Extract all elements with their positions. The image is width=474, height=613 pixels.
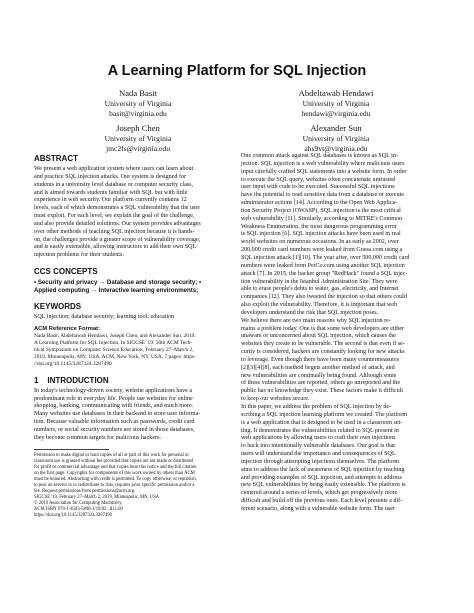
body-paragraph: We believe there are two main reasons why SQL injection re- mains a problem today. One is that some web developers are either unaware or unconcerned about SQL injection, which causes the websites they create to be vulnerable. The second is that even if se- curity is considered, hackers are constantly looking for new attacks to leverage. Even though there have been many countermeasures [2][3][4][8], each method begets another method of attack, and new vulnerabilities are continually being found. Although some of these vulnerabilities are reported, others go unreported and the public has no knowledge they exist. These factors make it difficult to keep our websites secure. bbox=[241, 317, 405, 403]
author-affiliation: University of Virginia bbox=[302, 99, 370, 108]
body-paragraph: One common attack against SQL databases is known as SQL in- jection. SQL injection is a web vulnerability where malicious users input carefully crafted SQL statements into a website form. In order to execute the SQL query, websites often concatenate untrusted user input with code to be executed. Successful SQL injections have the potential to read sensitive data from a database or execute administrator actions [14]. According to the Open Web Applica- tion Security Project (OWASP), SQL injection is the most critical web vulnerability [11]. Similarly, according to MITRE's Common Weakness Enumeration, the most dangerous programming error is SQL injection [6]. SQL injection attacks have been used in real world websites on numerous occasions. In as early as 2002, over 200,000 credit card numbers were leaked from Guess.com using a SQL injection attack [1][10]. The year after, over 500,000 credit card numbers were leaked from PetCo.com using another SQL injection attack [7]. In 2015, the hacker group "RedHack" found a SQL injec- tion vulnerability in the Istanbul Administration Site. They were able to erase people's debts to water, gas, electricity, and Internet companies [12]. They also tweeted the injection so that others could also exploit the vulnerability. Therefore, it is important that web developers understand the risk that SQL injection poses. bbox=[241, 153, 410, 316]
keywords-text: SQL injection; database security; learning tool; education bbox=[34, 313, 175, 320]
acm-reference-text: Nada Basit, Abdeltawab Hendawi, Joseph Chen, and Alexander Sun. 2019. A Learning Platform for SQL Injection. In SIGCSE '19: 50th ACM Tech- nical Symposium on Computer Science Education, February 27–March 2, 2019, Minneapolis, MN, USA. ACM, New York, NY, USA, 7 pages. https: //doi.org/10.1145/3287324.3287490 bbox=[34, 333, 196, 367]
author-affiliation: University of Virginia bbox=[104, 99, 172, 108]
author-block bbox=[38, 123, 238, 154]
author-affiliation: University of Virginia bbox=[302, 134, 370, 143]
author-name: Joseph Chen bbox=[116, 123, 160, 133]
paper-title: A Learning Platform for SQL Injection bbox=[107, 63, 367, 79]
acm-reference-heading: ACM Reference Format: bbox=[34, 325, 101, 332]
author-email: jmc2fs@virginia.edu bbox=[105, 144, 170, 153]
ccs-concepts: • Security and privacy → Database and storage security; • Applied computing → Interactive learning environments; bbox=[34, 279, 202, 294]
ccs-heading: CCS CONCEPTS bbox=[34, 267, 98, 277]
author-name: Nada Basit bbox=[119, 88, 157, 98]
author-block bbox=[236, 88, 436, 119]
introduction-heading: 1 INTRODUCTION bbox=[34, 375, 109, 385]
permission-notice: Permission to make digital or hard copies of all or part of this work for personal or classroom use is granted without fee provided that copies are not made or distributed for profit or commercial advantage and that copies bear this notice and the full citation on the first page. Copyrights for components of this work owned by others than ACM must be honored. Abstracting with credit is permitted. To copy otherwise, or republish, to post on servers or to redistribute to lists, requires prior specific permission and/or a fee. Request permissions from permissions@acm.org. SIGCSE '19, February 27–March 2, 2019, Minneapolis, MN, USA © 2019 Association for Computing Machinery. ACM ISBN 978-1-4503-5890-3/19/02...$15.00 https://doi.org/10.1145/3287324.3287490 bbox=[34, 452, 197, 518]
author-email: basit@virginia.edu bbox=[109, 109, 167, 118]
left-column bbox=[34, 153, 239, 519]
right-column bbox=[241, 153, 446, 514]
keywords-heading: KEYWORDS bbox=[34, 301, 82, 311]
footnote-divider bbox=[34, 449, 109, 450]
abstract-heading: ABSTRACT bbox=[34, 154, 78, 163]
body-paragraph: In this paper, we address the problem of SQL injection by de- scribing a SQL injection learning platform we created. The platform is a web application that is designed to be used in a classroom set- ting. It demonstrates the vulnerabilities related to SQL present in web applications by allowing users to craft their own injections to hack into intentionally vulnerable databases. Our goal is that users will understand the importance and consequences of SQL injection through attempting injections themselves. The platform aims to address the lack of awareness of SQL injection by teaching and providing examples of SQL injection, and attempts to address new SQL vulnerabilities by being easily extensible. The platform is centered around a series of levels, which get progressively more difficult and build off the previous ones. Each level presents a dif- ferent scenario, along with a vulnerable website form. The user bbox=[241, 404, 408, 512]
author-name: Abdeltawab Hendawi bbox=[298, 88, 374, 98]
introduction-text: In today's technology-driven society, website applications have a predominant role in everyday life. People use websites for online shopping, banking, communicating with friends, and much more. Many websites use databases in their backend to store user informa- tion. Because valuable information such as passwords, credit card numbers, or social security numbers are stored in those databases, they become common targets for malicious hackers. bbox=[34, 387, 201, 441]
author-affiliation: University of Virginia bbox=[104, 134, 172, 143]
author-email: hendawi@virginia.edu bbox=[301, 109, 371, 118]
author-email: ahs9vt@virginia.edu bbox=[304, 144, 368, 153]
author-block bbox=[38, 88, 238, 119]
author-block bbox=[236, 123, 436, 154]
author-name: Alexander Sun bbox=[310, 123, 362, 133]
abstract-text: We present a web application system where users can learn about and practice SQL injection attacks. Our system is designed for students in a university level database or computer security class, and is aimed towards students familiar with SQL but with little experience in web security. Our platform currently contains 12 levels, each of which demonstrates a SQL vulnerability that the user must exploit. For each level, we explain the goal of the challenge, and also provide detailed solutions. Our system provides advantages over other methods of teaching SQL injection because it is hands- on, the challenges provide a greater scope of vulnerability coverage, and is easily extensible, allowing instructors to add their own SQL injection problems for their students. bbox=[34, 166, 201, 259]
